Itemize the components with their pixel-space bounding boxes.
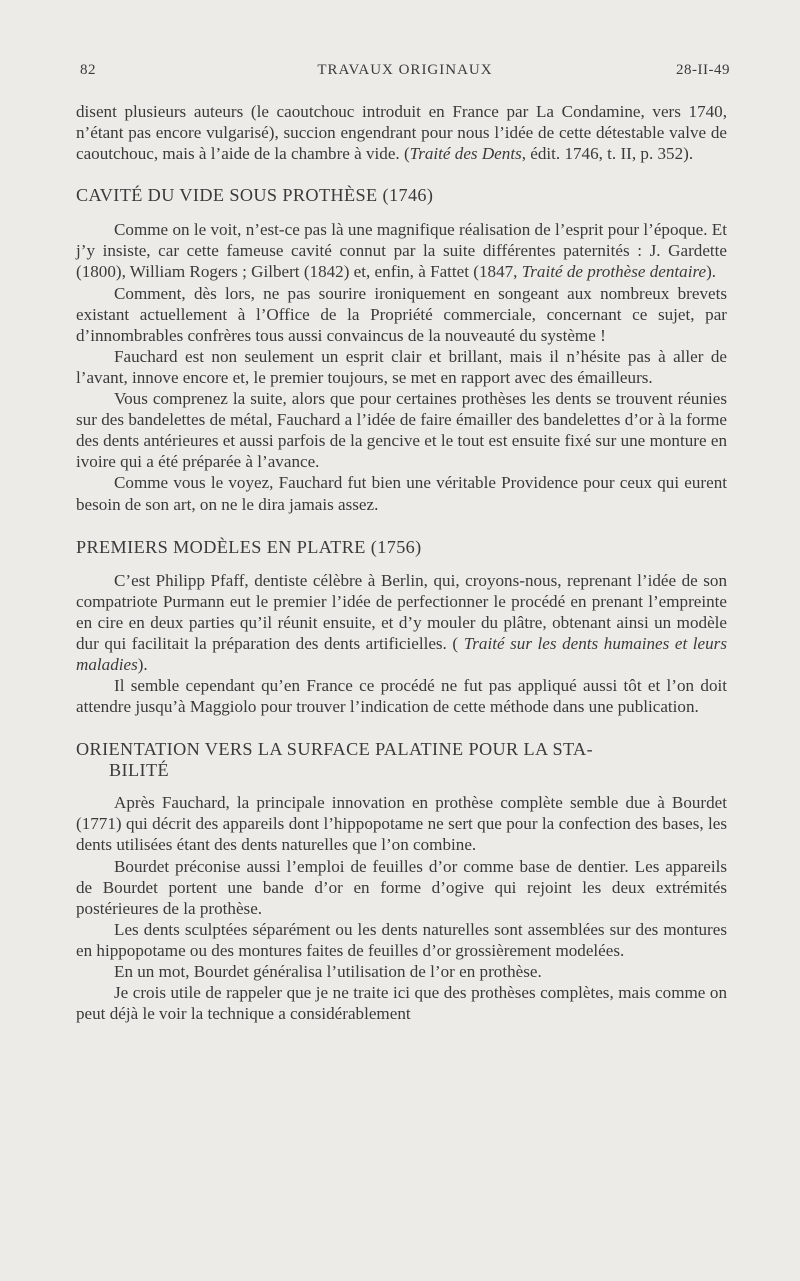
paragraph: Il semble cependant qu’en France ce procédé ne fut pas appliqué aussi tôt et l’on doit attendre jusqu’à Maggiolo pour trouver l’indication de cette méthode dans une publication. — [76, 676, 727, 717]
paragraph: C’est Philipp Pfaff, dentiste célèbre à Berlin, qui, croyons-nous, reprenant l’idée de son compatriote Purmann eut le premier l’idée de perfectionner le procédé en prenant l’empreinte en cire en deux parties qu’il réunit ensuite, et d’y mouler du plâtre, obtenant ainsi un modèle dur qui facilitait la préparation des dents artificielles. ( Traité sur les dents humaines et leurs maladies). — [76, 570, 727, 674]
paragraph: Comment, dès lors, ne pas sourire ironiquement en songeant aux nombreux brevets existant actuellement à l’Office de la Propriété commerciale, concernant ce sujet, par d’innombrables confrères tous aussi convaincus de la nouveauté du système ! — [76, 283, 727, 345]
paragraph: Vous comprenez la suite, alors que pour certaines prothèses les dents se trouvent réunies sur des bandelettes de métal, Fauchard a l’idée de faire émailler des bandelettes d’or à la forme des dents antérieures et aussi parfois de la gencive et le tout est ensuite fixé sur une monture en ivoire qui a été préparée à l’avance. — [76, 389, 727, 472]
paragraph: Bourdet préconise aussi l’emploi de feuilles d’or comme base de dentier. Les appareils de Bourdet portent une bande d’or en forme d’ogive qui rejoint les deux extrémités postérieures de la prothèse. — [76, 856, 727, 918]
section-heading: CAVITÉ DU VIDE SOUS PROTHÈSE (1746) — [76, 185, 434, 206]
paragraph: En un mot, Bourdet généralisa l’utilisation de l’or en prothèse. — [114, 962, 542, 981]
section-heading: ORIENTATION VERS LA SURFACE PALATINE POUR LA STA- BILITÉ — [76, 739, 594, 781]
paragraph: Comme vous le voyez, Fauchard fut bien une véritable Providence pour ceux qui eurent besoin de son art, on ne le dira jamais assez. — [76, 473, 727, 514]
section-heading: PREMIERS MODÈLES EN PLATRE (1756) — [76, 536, 422, 557]
paragraph: Fauchard est non seulement un esprit clair et brillant, mais il n’hésite pas à aller de l’avant, innove encore et, le premier toujours, se met en rapport avec des émailleurs. — [76, 346, 727, 387]
paragraph: disent plusieurs auteurs (le caoutchouc introduit en France par La Condamine, vers 1740, n’étant pas encore vulgarisé), succion engendrant pour nous l’idée de cette détestable valve de caoutchouc, mais à l’aide de la chambre à vide. (Traité des Dents, édit. 1746, t. II, p. 352). — [76, 102, 727, 164]
paragraph: Les dents sculptées séparément ou les dents naturelles sont assemblées sur des montures en hippopotame ou des montures faites de feuilles d’or grossièrement modelées. — [76, 919, 727, 960]
running-title: TRAVAUX ORIGINAUX — [317, 62, 493, 78]
citation-title: Traité sur les dents humaines et leurs maladies — [76, 633, 727, 674]
page-number: 82 — [80, 62, 96, 78]
article-body — [76, 101, 727, 1024]
paragraph: Après Fauchard, la principale innovation en prothèse complète semble due à Bourdet (1771) qui décrit des appareils dont l’hippopotame ne sert que pour la confection des bases, les dents utilisées étant des dents naturelles que l’on combine. — [76, 793, 727, 855]
paragraph: Comme on le voit, n’est-ce pas là une magnifique réalisation de l’esprit pour l’époque. Et j’y insiste, car cette fameuse cavité connut par la suite différentes paternités : J. Gardette (1800), William Rogers ; Gilbert (1842) et, enfin, à Fattet (1847, Traité de prothèse dentaire). — [76, 220, 727, 282]
citation-title: Traité de prothèse dentaire — [521, 262, 707, 282]
citation-title: Traité des Dents — [409, 144, 522, 164]
issue-date: 28-II-49 — [676, 62, 730, 78]
paragraph: Je crois utile de rappeler que je ne traite ici que des prothèses complètes, mais comme on peut déjà le voir la technique a considérablement — [76, 983, 727, 1024]
